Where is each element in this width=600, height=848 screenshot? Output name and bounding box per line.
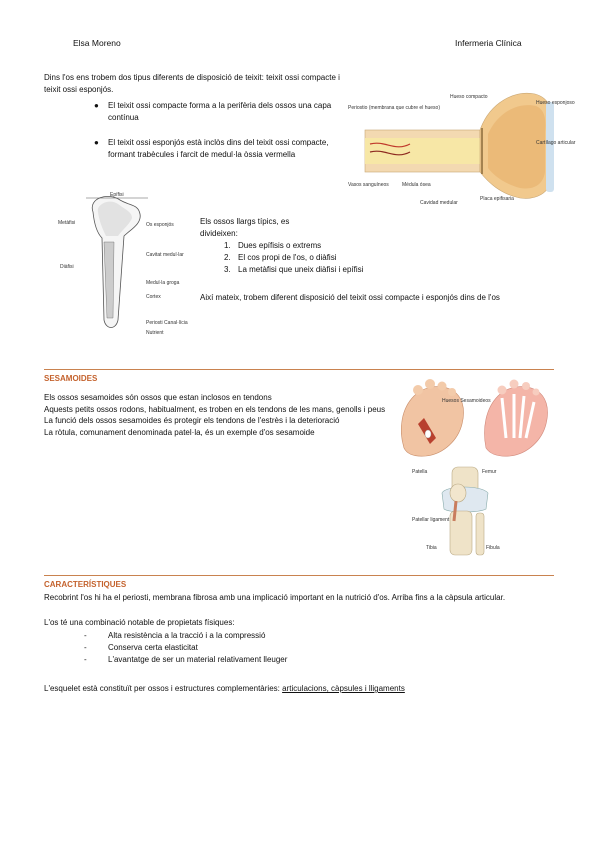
label-spongy-femur: Os esponjós [146,222,174,228]
label-cartilage: Cartílago articular [536,140,576,146]
label-vessels: Vasos sanguíneos [348,182,389,188]
label-yellow-marrow: Medul·la groga [146,280,180,286]
label-femur: Femur [482,469,497,475]
section-title-caracteristiques: CARACTERÍSTIQUES [44,580,127,589]
label-marrow: Médula ósea [402,182,431,188]
label-ligament: Patellar ligament [412,517,450,523]
text-line: Els ossos sesamoides són ossos que estan inclosos en tendons [44,393,272,402]
label-fibula: Fibula [486,545,500,551]
list-item: ● El teixit ossi esponjós està inclòs dins del teixit ossi compacte, formant trabècules i farcit de medul·la òssia vermella [94,138,329,159]
patella-bone [450,484,466,502]
toe [425,379,435,389]
knee-illustration [412,463,512,561]
skeleton-closing-underlined: articulacions, càpsules i lligaments [282,684,405,693]
long-bones-list [224,240,468,276]
long-bones-intro: Els ossos llargs típics, es divideixen: [200,217,290,238]
section-divider [44,575,554,576]
articular-cartilage [546,102,554,192]
medullary-cavity [365,138,480,164]
sesamoid-bone [425,430,431,438]
text-line: La ròtula, comunament denominada patel·la, és un exemple d'os sesamoide [44,427,315,437]
skeleton-closing-text: L'esquelet està constituït per ossos i estructures complementàries: [44,684,280,693]
foot-bones-shape [485,387,548,457]
patellar-ligament [454,501,456,521]
long-bones-closing: Així mateix, trobem diferent disposició del teixit ossi compacte i esponjós dins de l'os [200,293,500,302]
toe [413,385,423,395]
section-divider [44,369,554,370]
toe [533,389,540,396]
list-item: 1. Dues epífisis o extrems [224,241,322,250]
label-spongy: Hueso esponjoso [536,100,575,106]
long-bone-illustration [340,82,576,212]
foot-sesamoid-illustration [396,378,556,458]
label-cortex: Cortex [146,294,161,300]
label-compact: Hueso compacto [450,94,488,100]
label-tibia: Tibia [426,545,437,551]
properties-list [84,630,468,666]
list-item: 3. La metàfisi que uneix diàfisi i epífisi [224,265,364,274]
label-periosteum: Periostio (membrana que cubre el hueso) [348,105,440,111]
text-line: La funció dels ossos sesamoides és protegir els tendons de l'estrès i la deterioració [44,416,340,425]
tissue-bullet-list [94,100,333,160]
label-cavity-femur: Cavitat medul·lar [146,252,184,258]
label-cavity: Cavidad medular [420,200,458,206]
toe [522,382,530,390]
properties-intro: L'os té una combinació notable de propietats físiques: [44,618,235,627]
skeleton-closing [44,683,564,695]
list-item: - Alta resistència a la tracció i a la compressió [84,631,266,640]
label-epiphysis: Epífisi [110,192,124,198]
toe [448,388,456,396]
text-line: Aquests petits ossos rodons, habitualment, es troben en els tendons de les mans, genolls i peus [44,404,386,414]
intro-paragraph: Dins l'os ens trobem dos tipus diferents de disposició de teixit: teixit ossi compacte i teixit ossi esponjós. [44,73,340,94]
label-canal: Periosti Canal·lícia [146,320,188,326]
subject-name: Infermeria Clínica [455,38,522,48]
toe [498,386,507,395]
sesamoides-text [44,392,389,438]
characteristics-paragraph: Recobrint l'os hi ha el periosti, membrana fibrosa amb una implicació important en la nutrició d'os. Arriba fins a la càpsula articular. [44,593,506,602]
section-title-sesamoides: SESAMOIDES [44,374,98,383]
fibula-bone [476,513,484,555]
bullet-icon: ● [94,138,99,147]
list-item: - Conserva certa elasticitat [84,643,198,652]
bullet-icon: ● [94,101,99,110]
label-plate: Placa epifisaria [480,196,514,202]
label-metaphysis: Metàfisi [58,220,76,226]
list-item: 2. El cos propi de l'os, o diàfisi [224,253,337,262]
list-item: - L'avantatge de ser un material relativament lleuger [84,655,288,664]
femur-illustration [58,190,193,340]
label-sesamoid: Huesos Sesamoideos [442,398,491,404]
author-name: Elsa Moreno [73,38,121,48]
toe [438,382,447,391]
label-diaphysis: Diàfisi [60,264,74,270]
toe [510,380,519,389]
label-nutrient: Nutrient [146,330,164,336]
list-item: ● El teixit ossi compacte forma a la perifèria dels ossos una capa contínua [94,101,332,122]
label-patella: Patella [412,469,428,475]
